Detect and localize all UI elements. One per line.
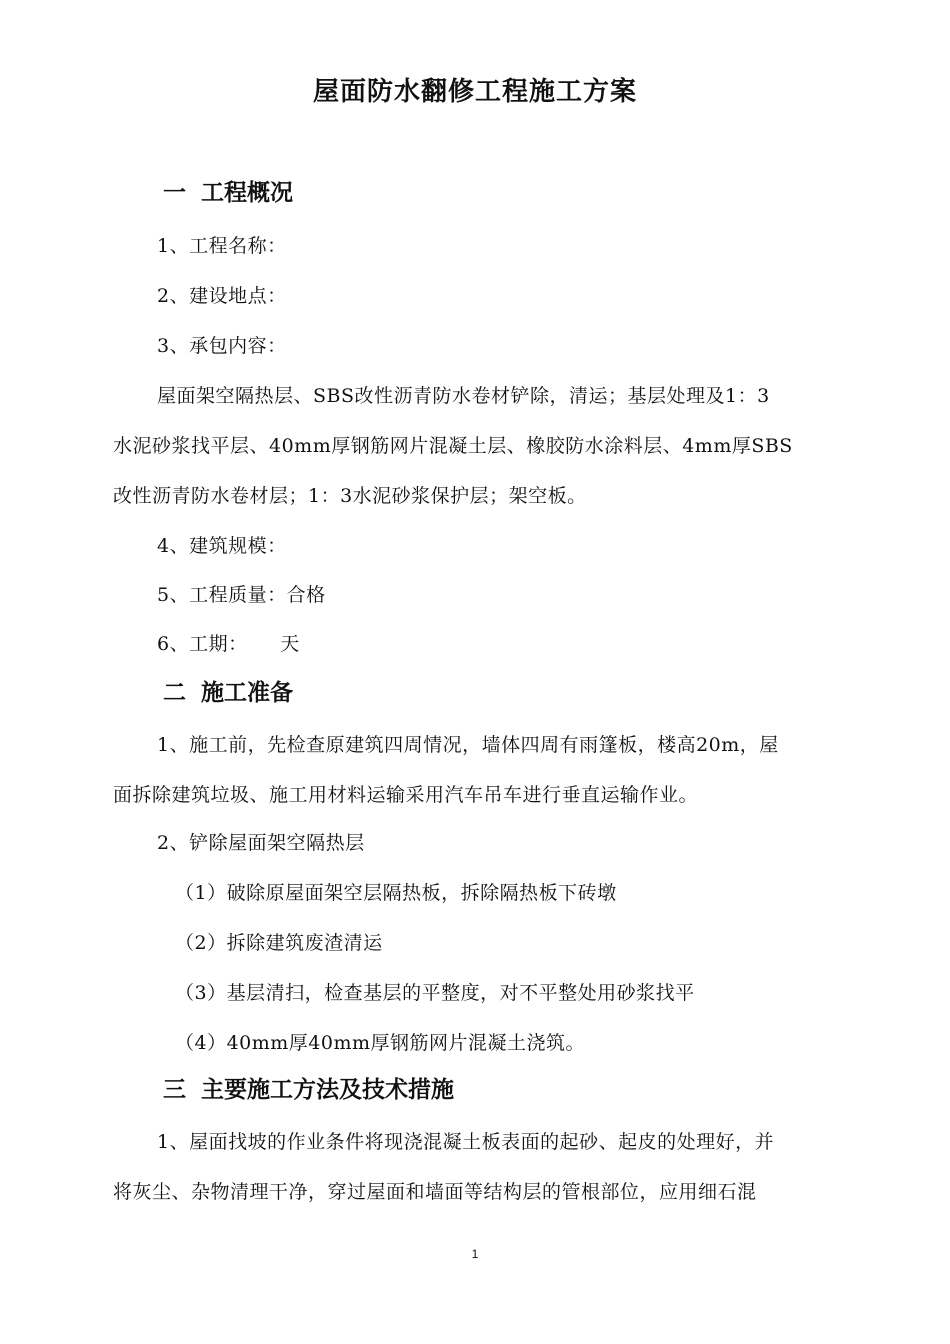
page-number: 1 (471, 1247, 479, 1261)
project-quality-line: 5、工程质量：合格 (157, 584, 326, 606)
sub-item: （3）基层清扫，检查基层的平整度，对不平整处用砂浆找平 (175, 982, 695, 1004)
sub-item: （1）破除原屋面架空层隔热板，拆除隔热板下砖墩 (175, 882, 617, 904)
document-title: 屋面防水翻修工程施工方案 (312, 77, 637, 107)
section-heading-overview (163, 176, 293, 210)
section-heading-preparation (163, 676, 293, 710)
paragraph-line: 面拆除建筑垃圾、施工用材料运输采用汽车吊车进行垂直运输作业。 (113, 784, 699, 806)
section-number: 二 (163, 680, 186, 706)
contract-scope-text: 屋面架空隔热层、SBS改性沥青防水卷材铲除，清运；基层处理及1：3 (157, 385, 770, 407)
paragraph-line: 将灰尘、杂物清理干净，穿过屋面和墙面等结构层的管根部位，应用细石混 (113, 1181, 757, 1203)
section-number: 三 (163, 1077, 186, 1103)
section-title: 工程概况 (201, 180, 293, 206)
section-title: 主要施工方法及技术措施 (201, 1077, 454, 1103)
project-duration-line: 6、工期： 天 (157, 633, 300, 655)
section-title: 施工准备 (201, 680, 293, 706)
project-name-line: 1、工程名称： (157, 235, 287, 257)
contract-scope-line: 3、承包内容： (157, 335, 287, 357)
paragraph-line: 1、施工前，先检查原建筑四周情况，墙体四周有雨篷板，楼高20m，屋 (157, 734, 779, 756)
paragraph-line: 1、屋面找坡的作业条件将现浇混凝土板表面的起砂、起皮的处理好，并 (157, 1131, 775, 1153)
sub-item: （4）40mm厚40mm厚钢筋网片混凝土浇筑。 (175, 1032, 586, 1054)
sub-item: （2）拆除建筑废渣清运 (175, 932, 383, 954)
section-heading-methods (163, 1073, 454, 1107)
contract-scope-text: 改性沥青防水卷材层；1：3水泥砂浆保护层；架空板。 (113, 485, 587, 507)
paragraph-line: 2、铲除屋面架空隔热层 (157, 832, 365, 854)
construction-location-line: 2、建设地点： (157, 285, 287, 307)
building-scale-line: 4、建筑规模： (157, 535, 287, 557)
section-number: 一 (163, 180, 186, 206)
contract-scope-text: 水泥砂浆找平层、40mm厚钢筋网片混凝土层、橡胶防水涂料层、4mm厚SBS (113, 435, 793, 457)
